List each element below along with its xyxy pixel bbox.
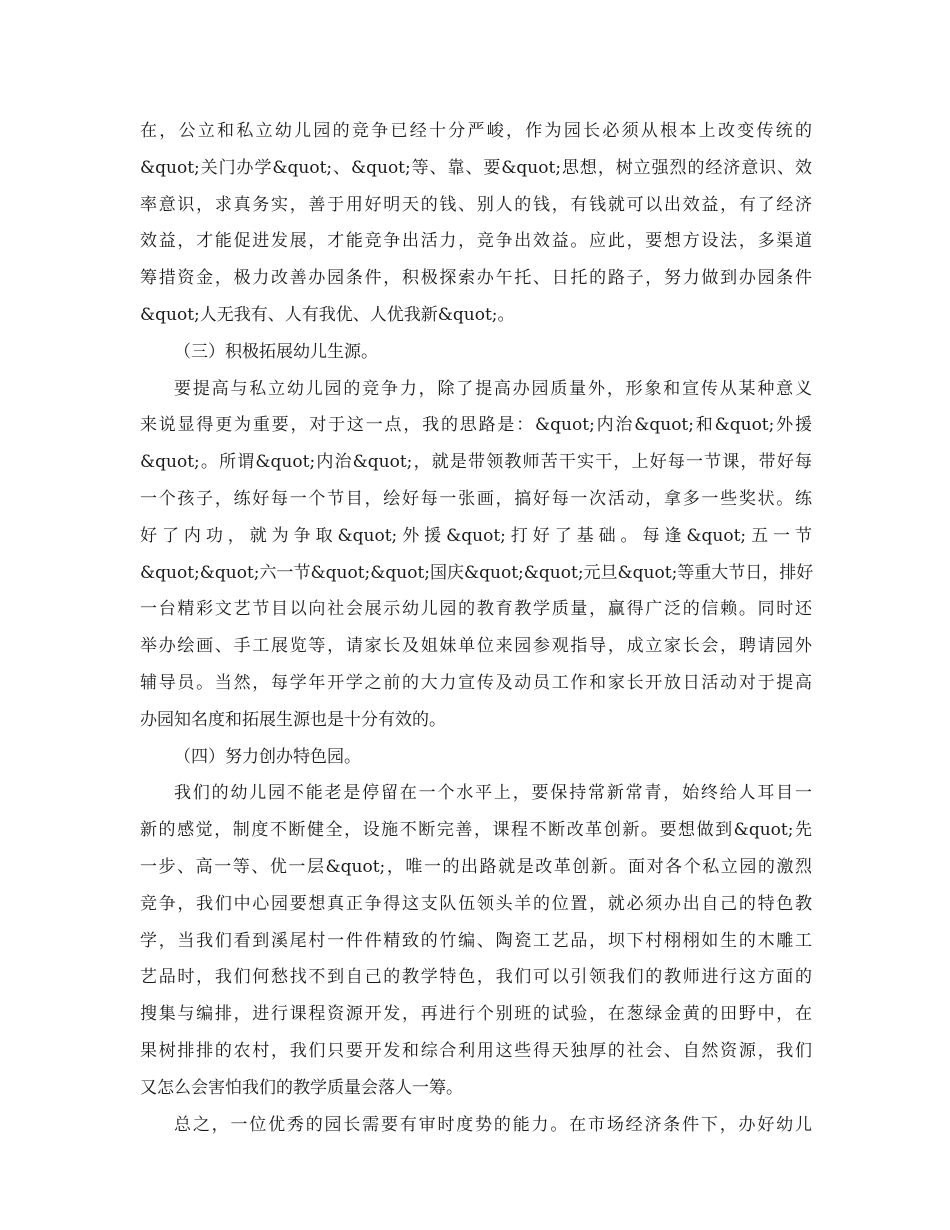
text-line: 又怎么会害怕我们的教学质量会落人一筹。	[140, 1077, 463, 1098]
text-line: （四）努力创办特色园。	[174, 746, 361, 767]
text-line: 学，当我们看到溪尾村一件件精致的竹编、陶瓷工艺品，坝下村栩栩如生的木雕工	[140, 930, 812, 951]
text-line: 率意识，求真务实，善于用好明天的钱、别人的钱，有钱就可以出效益，有了经济	[140, 194, 812, 215]
text-line: &quot;关门办学&quot;、&quot;等、靠、要&quot;思想，树立强烈的经济意识、效	[140, 157, 812, 178]
text-line: 总之，一位优秀的园长需要有审时度势的能力。在市场经济条件下，办好幼儿	[174, 1114, 812, 1135]
text-line: 辅导员。当然，每学年开学之前的大力宣传及动员工作和家长开放日活动对于提高	[140, 672, 812, 693]
text-line: 新的感觉，制度不断健全，设施不断完善，课程不断改革创新。要想做到&quot;先	[140, 820, 812, 841]
text-line: 在，公立和私立幼儿园的竞争已经十分严峻，作为园长必须从根本上改变传统的	[140, 121, 812, 141]
text-line: 效益，才能促进发展，才能竞争出活力，竞争出效益。应此，要想方设法，多渠道	[140, 231, 812, 252]
text-line: 要提高与私立幼儿园的竞争力，除了提高办园质量外，形象和宣传从某种意义	[174, 378, 812, 399]
text-line: 我们的幼儿园不能老是停留在一个水平上，要保持常新常青，始终给人耳目一	[174, 783, 812, 804]
text-line: 举办绘画、手工展览等，请家长及姐妹单位来园参观指导，成立家长会，聘请园外	[140, 636, 812, 657]
text-line: 来说显得更为重要，对于这一点，我的思路是：&quot;内治&quot;和&quot;外援	[140, 415, 812, 436]
text-line: &quot;。所谓&quot;内治&quot;，就是带领教师苦干实干，上好每一节课，带好每	[140, 452, 812, 473]
text-line: （三）积极拓展幼儿生源。	[174, 341, 378, 362]
body-text	[140, 113, 812, 1143]
text-line: 一台精彩文艺节目以向社会展示幼儿园的教育教学质量，赢得广泛的信赖。同时还	[140, 599, 812, 620]
text-line: 筹措资金，极力改善办园条件，积极探索办午托、日托的路子，努力做到办园条件	[140, 268, 812, 289]
text-line: &quot;人无我有、人有我优、人优我新&quot;。	[140, 304, 515, 325]
text-line: 果树排排的农村，我们只要开发和综合利用这些得天独厚的社会、自然资源，我们	[140, 1040, 812, 1061]
text-line: 艺品时，我们何愁找不到自己的教学特色，我们可以引领我们的教师进行这方面的	[140, 967, 812, 988]
text-line: 一个孩子，练好每一个节目，绘好每一张画，搞好每一次活动，拿多一些奖状。练	[140, 488, 812, 509]
text-line: 办园知名度和拓展生源也是十分有效的。	[140, 709, 446, 730]
text-line: &quot;&quot;六一节&quot;&quot;国庆&quot;&quot;元旦&quot;等重大节日，排好	[140, 562, 814, 583]
text-line: 搜集与编排，进行课程资源开发，再进行个别班的试验，在葱绿金黄的田野中，在	[140, 1004, 812, 1025]
text-line: 竞争，我们中心园要想真正争得这支队伍领头羊的位置，就必须办出自己的特色教	[140, 893, 812, 914]
text-line: 好了内功，就为争取&quot;外援&quot;打好了基础。每逢&quot;五一节	[140, 525, 812, 546]
text-line: 一步、高一等、优一层&quot;，唯一的出路就是改革创新。面对各个私立园的激烈	[140, 856, 812, 877]
